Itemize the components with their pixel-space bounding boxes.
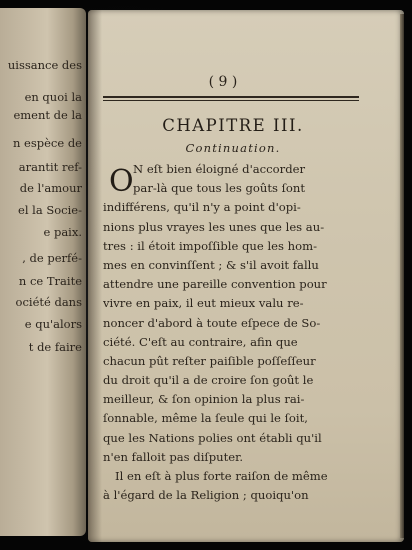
- left-page-line: , de perfé-: [22, 251, 82, 265]
- right-page: [88, 10, 404, 542]
- body-line: du droit qu'il a de croire ſon goût le: [103, 373, 314, 388]
- left-page-line: ement de la: [13, 108, 82, 122]
- chapter-title: CHAPITRE III.: [162, 116, 304, 135]
- page-number: ( 9 ): [208, 74, 238, 90]
- left-page-line: n ce Traite: [18, 274, 82, 288]
- body-line: ſonnable, même la ſeule qui le ſoit,: [103, 411, 308, 426]
- body-line: Il en eſt à plus forte raiſon de même: [115, 469, 328, 483]
- body-line: vivre en paix, il eut mieux valu re-: [103, 296, 304, 311]
- body-line: nions plus vrayes les unes que les au-: [103, 219, 325, 234]
- left-page-line: e paix.: [43, 225, 82, 239]
- body-line: indifférens, qu'il n'y a point d'opi-: [103, 200, 301, 215]
- body-line: meilleur, & ſon opinion la plus rai-: [103, 392, 305, 407]
- body-line: tres : il étoit impoſſible que les hom-: [103, 238, 318, 253]
- page-edge: [400, 14, 404, 538]
- left-page-line: e qu'alors: [24, 317, 82, 331]
- left-page-line: n espèce de: [12, 136, 82, 150]
- chapter-subtitle: Continuation.: [185, 141, 281, 155]
- body-line: par-là que tous les goûts ſont: [133, 181, 306, 196]
- body-line: attendre une pareille convention pour: [103, 277, 327, 292]
- body-line: n'en falloit pas diſputer.: [103, 449, 244, 464]
- body-line: noncer d'abord à toute eſpece de So-: [103, 315, 321, 330]
- gutter-shadow: [88, 10, 102, 542]
- left-page-line: de l'amour: [19, 181, 82, 195]
- left-page-line: t de faire: [28, 340, 82, 354]
- body-line: ciété. C'eſt au contraire, afin que: [103, 334, 298, 349]
- left-page: [0, 8, 86, 536]
- left-page-line: uissance des: [7, 58, 82, 72]
- drop-cap: O: [109, 164, 134, 199]
- left-page-line: el la Socie-: [18, 203, 82, 217]
- body-line: N eſt bien éloigné d'accorder: [133, 162, 306, 176]
- left-page-line: ociété dans: [15, 295, 82, 309]
- body-line: mes en convinſſent ; & s'il avoit fallu: [103, 257, 319, 272]
- body-line: chacun pût reſter paiſible poſſeſſeur: [103, 353, 316, 368]
- left-page-line: en quoi la: [24, 90, 82, 104]
- body-text: [103, 160, 371, 505]
- left-page-line: arantit ref-: [18, 160, 82, 174]
- header-rule-thick: [103, 96, 359, 98]
- body-line: que les Nations polies ont établi qu'il: [103, 430, 322, 445]
- header-rule-thin: [103, 100, 359, 101]
- body-line: à l'égard de la Religion ; quoiqu'on: [103, 488, 309, 503]
